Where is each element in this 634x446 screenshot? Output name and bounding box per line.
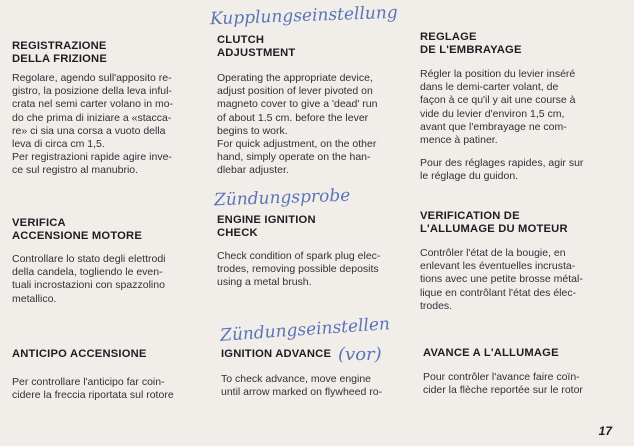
text-line: cider la flèche reportée sur le rotor [423, 384, 583, 397]
handwritten-note-ignition-advance: Zündungseinstellen [219, 314, 391, 346]
text-line: re» ci sia una corsa a vuoto della [12, 124, 166, 137]
text-line: gistro, la posizione della leva inful- [12, 85, 172, 98]
it-ignition-check-body [12, 253, 166, 306]
text-line: hand, simply operate on the han- [217, 151, 371, 164]
text-line: Per registrazioni rapide agire inve- [12, 151, 172, 164]
en-clutch-title-line1: CLUTCH [217, 34, 265, 46]
text-line: For quick adjustment, on the other [217, 138, 377, 151]
en-ignition-advance-title [221, 348, 331, 361]
handwritten-note-vor: (vor) [338, 344, 382, 365]
text-line: leva di circa cm 1,5. [12, 138, 105, 151]
text-line: until arrow marked on flywheed ro- [221, 386, 383, 399]
text-line: façon à ce qu'il y ait une course à [420, 94, 576, 107]
en-ignition-advance-body [221, 373, 382, 399]
text-line: trodes, removing possible deposits [217, 263, 379, 276]
text-line: using a metal brush. [217, 276, 312, 289]
text-line: le réglage du guidon. [420, 170, 519, 183]
fr-clutch-title-line2: DE L'EMBRAYAGE [420, 44, 522, 56]
text-line: Contrôler l'état de la bougie, en [420, 247, 566, 259]
text-line: To check advance, move engine [221, 373, 372, 385]
text-line: ce sul registro al manubrio. [12, 164, 139, 177]
fr-ignition-check-title-line2: L'ALLUMAGE DU MOTEUR [420, 223, 568, 235]
page-number: 17 [598, 424, 612, 438]
text-line: tions avec une petite brosse métal- [420, 273, 583, 286]
text-line: dlebar adjuster. [217, 164, 289, 177]
text-line: vide du levier d'environ 1,5 cm, [420, 107, 565, 120]
it-clutch-title-line2: DELLA FRIZIONE [12, 53, 107, 65]
fr-clutch-body [420, 68, 583, 184]
en-ignition-check-title-line1: ENGINE IGNITION [217, 214, 316, 226]
en-clutch-title-line2: ADJUSTMENT [217, 47, 296, 59]
text-line: trodes. [420, 299, 453, 312]
it-ignition-check-title-line1: VERIFICA [12, 217, 66, 229]
en-ignition-advance-title-line1: IGNITION ADVANCE [221, 348, 332, 360]
en-ignition-check-title-line2: CHECK [217, 227, 258, 239]
it-ignition-advance-body [12, 376, 174, 402]
fr-ignition-check-title [420, 210, 568, 236]
fr-ignition-advance-title-line1: AVANCE A L'ALLUMAGE [423, 347, 559, 359]
handwritten-note-ignition-check: Zündungsprobe [213, 185, 351, 211]
it-clutch-title-line1: REGISTRAZIONE [12, 40, 107, 52]
text-line [420, 147, 583, 157]
text-line: avant que l'embrayage ne com- [420, 120, 567, 133]
it-ignition-check-title [12, 217, 142, 243]
text-line: mence à patiner. [420, 134, 498, 147]
fr-clutch-title-line1: REGLAGE [420, 31, 477, 43]
text-line: dans le demi-carter volant, de [420, 81, 559, 94]
text-line: begins to work. [217, 124, 288, 137]
text-line: lique en contrôlant l'état des élec- [420, 286, 577, 299]
text-line: Pour des réglages rapides, agir sur [420, 157, 584, 170]
fr-ignition-check-body [420, 247, 583, 313]
it-clutch-title [12, 40, 107, 66]
text-line: cidere la freccia riportata sul rotore [12, 389, 174, 402]
fr-clutch-title [420, 31, 522, 57]
en-ignition-check-title [217, 214, 316, 240]
text-line: tuali incrostazioni con spazzolino [12, 279, 165, 292]
text-line: della candela, togliendo le even- [12, 266, 163, 279]
text-line: metallico. [12, 292, 57, 305]
text-line: Régler la position du levier inséré [420, 68, 576, 80]
handwritten-note-clutch: Kupplungseinstellung [209, 2, 398, 30]
it-ignition-check-title-line2: ACCENSIONE MOTORE [12, 230, 142, 242]
en-clutch-title [217, 34, 295, 60]
text-line: Check condition of spark plug elec- [217, 250, 381, 262]
text-line: Per controllare l'anticipo far coin- [12, 376, 165, 388]
text-line: Pour contrôler l'avance faire coïn- [423, 371, 580, 383]
text-line: of about 1.5 cm. before the lever [217, 111, 369, 124]
en-ignition-check-body [217, 250, 380, 290]
fr-ignition-advance-body [423, 371, 583, 397]
text-line: Regolare, agendo sull'apposito re- [12, 72, 172, 84]
it-clutch-body [12, 72, 173, 178]
text-line: adjust position of lever pivoted on [217, 85, 373, 98]
text-line: enlevant les éventuelles incrusta- [420, 260, 576, 273]
text-line: Operating the appropriate device, [217, 72, 373, 84]
text-line: Controllare lo stato degli elettrodi [12, 253, 166, 265]
fr-ignition-check-title-line1: VERIFICATION DE [420, 210, 520, 222]
text-line: do che prima di iniziare a «stacca- [12, 111, 172, 124]
fr-ignition-advance-title [423, 347, 559, 360]
text-line: magneto cover to give a 'dead' run [217, 98, 378, 111]
it-ignition-advance-title [12, 348, 147, 361]
en-clutch-body [217, 72, 377, 178]
it-ignition-advance-title-line1: ANTICIPO ACCENSIONE [12, 348, 147, 360]
text-line: crata nel semi carter volano in mo- [12, 98, 174, 111]
